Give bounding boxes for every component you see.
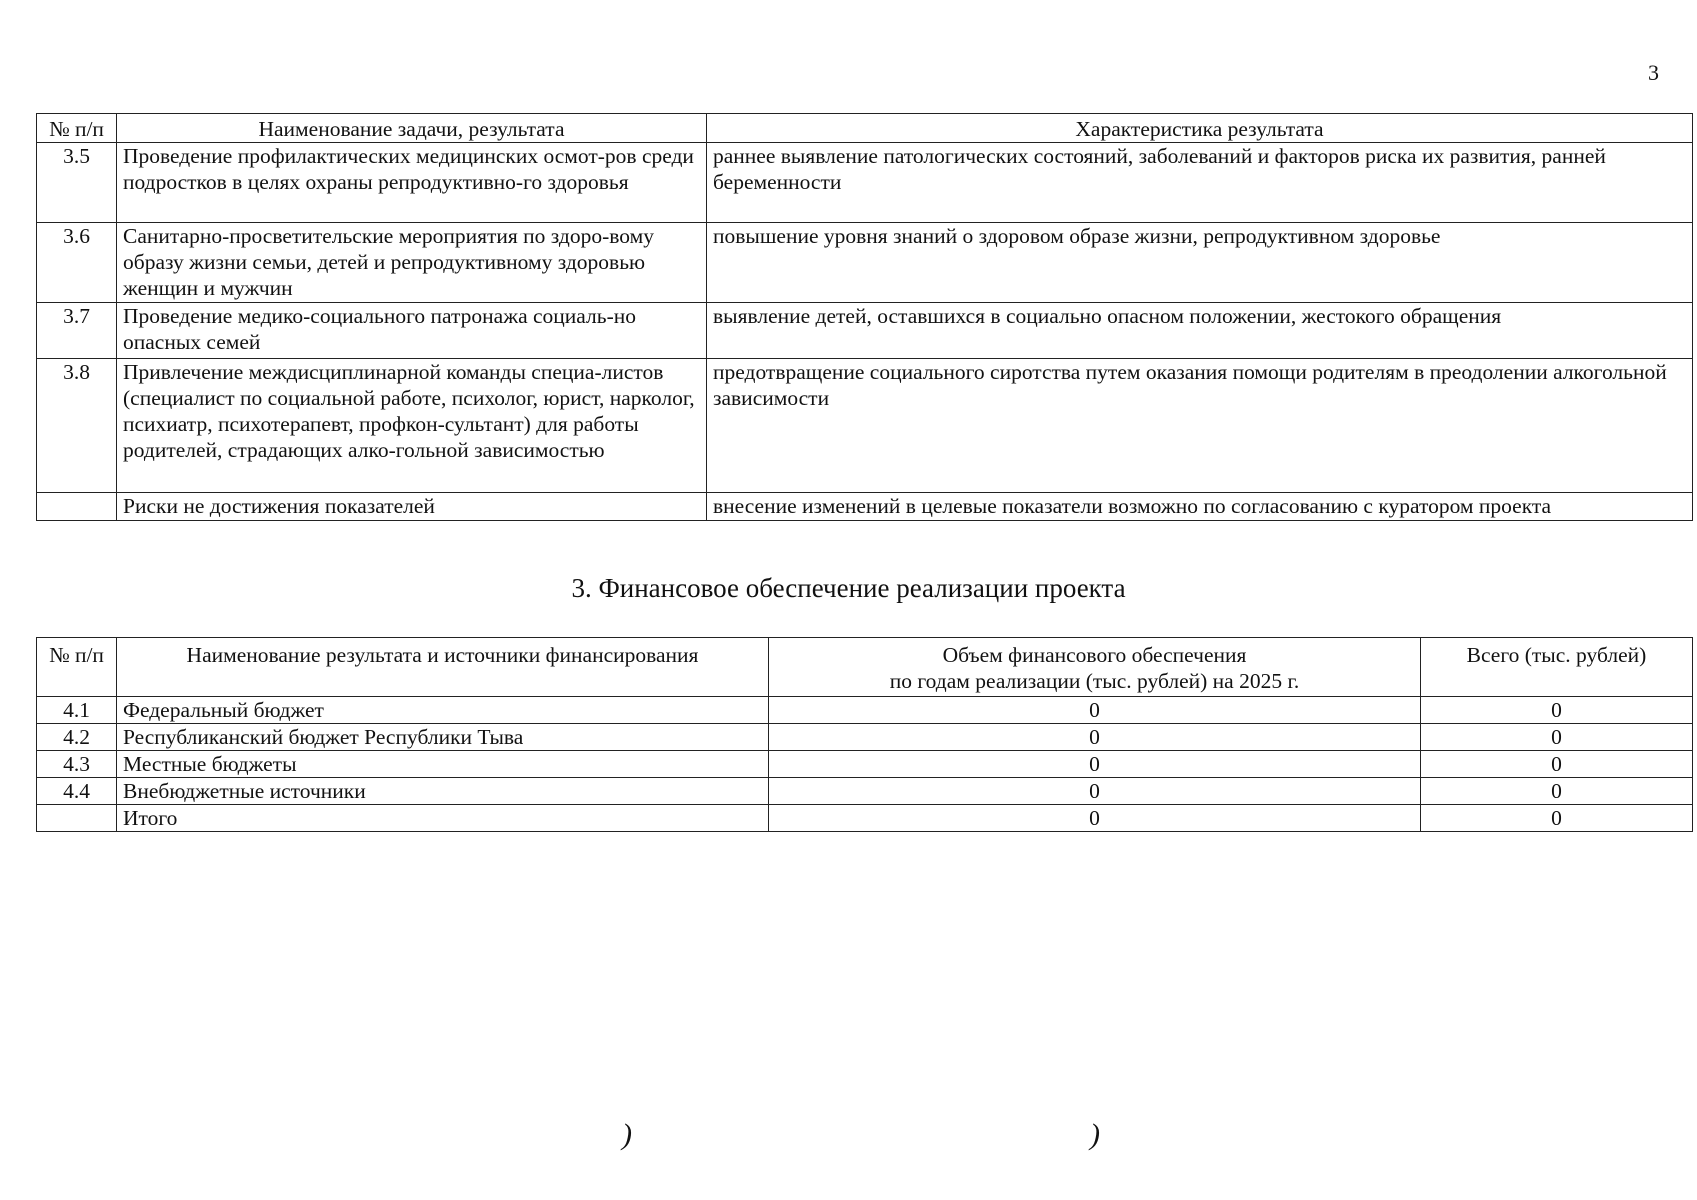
finance-volume: 0 — [769, 751, 1421, 778]
row-task: Санитарно-просветительские мероприятия по здоро-вому образу жизни семьи, детей и репродуктивному здоровью женщин и мужчин — [117, 223, 707, 303]
row-task: Проведение медико-социального патронажа социаль-но опасных семей — [117, 303, 707, 359]
finance-header-volume-line1: Объем финансового обеспечения — [942, 643, 1247, 667]
finance-header-row — [37, 638, 1693, 697]
row-characteristic: повышение уровня знаний о здоровом образе жизни, репродуктивном здоровье — [707, 223, 1693, 303]
finance-volume: 0 — [769, 805, 1421, 832]
finance-name: Местные бюджеты — [117, 751, 769, 778]
table-row — [37, 143, 1693, 223]
row-num: 3.5 — [37, 143, 117, 223]
finance-name: Итого — [117, 805, 769, 832]
finance-num: 4.1 — [37, 697, 117, 724]
finance-volume: 0 — [769, 697, 1421, 724]
table-row — [37, 303, 1693, 359]
finance-total: 0 — [1421, 751, 1693, 778]
scan-mark-right: ) — [1090, 1118, 1100, 1151]
finance-num: 4.3 — [37, 751, 117, 778]
row-num: 3.7 — [37, 303, 117, 359]
section-title: 3. Финансовое обеспечение реализации проекта — [571, 573, 1126, 603]
row-characteristic: внесение изменений в целевые показатели возможно по согласованию с куратором проекта — [707, 493, 1693, 521]
table-row — [37, 359, 1693, 493]
header-characteristic: Характеристика результата — [707, 114, 1693, 143]
row-num: 3.8 — [37, 359, 117, 493]
row-characteristic: предотвращение социального сиротства путем оказания помощи родителям в преодолении алкогольной зависимости — [707, 359, 1693, 493]
table-row — [37, 805, 1693, 832]
finance-total: 0 — [1421, 724, 1693, 751]
table-row — [37, 223, 1693, 303]
header-num: № п/п — [37, 114, 117, 143]
row-characteristic: выявление детей, оставшихся в социально опасном положении, жестокого обращения — [707, 303, 1693, 359]
row-task: Риски не достижения показателей — [117, 493, 707, 521]
finance-header-num: № п/п — [37, 638, 117, 697]
finance-table — [36, 637, 1693, 832]
results-table — [36, 113, 1693, 521]
table-row — [37, 697, 1693, 724]
scan-mark-left: ) — [622, 1118, 632, 1151]
finance-header-total: Всего (тыс. рублей) — [1421, 638, 1693, 697]
finance-header-volume-line2: по годам реализации (тыс. рублей) на 2025 г. — [889, 669, 1300, 693]
header-task: Наименование задачи, результата — [117, 114, 707, 143]
results-header-row — [37, 114, 1693, 143]
finance-volume: 0 — [769, 778, 1421, 805]
row-characteristic: раннее выявление патологических состояний, заболеваний и факторов риска их развития, ранней беременности — [707, 143, 1693, 223]
finance-num: 4.4 — [37, 778, 117, 805]
finance-total: 0 — [1421, 697, 1693, 724]
finance-num — [37, 805, 117, 832]
finance-total: 0 — [1421, 778, 1693, 805]
table-row — [37, 724, 1693, 751]
finance-header-volume — [769, 638, 1421, 697]
finance-name: Федеральный бюджет — [117, 697, 769, 724]
finance-volume: 0 — [769, 724, 1421, 751]
row-task: Привлечение междисциплинарной команды специа-листов (специалист по социальной работе, психолог, юрист, нарколог, психиатр, психотерапевт, профкон-сультант) для работы родителей, страдающих алко-гольной зависимостью — [117, 359, 707, 493]
table-row — [37, 493, 1693, 521]
finance-header-name: Наименование результата и источники финансирования — [117, 638, 769, 697]
finance-name: Внебюджетные источники — [117, 778, 769, 805]
finance-num: 4.2 — [37, 724, 117, 751]
finance-name: Республиканский бюджет Республики Тыва — [117, 724, 769, 751]
table-row — [37, 751, 1693, 778]
row-num — [37, 493, 117, 521]
row-task: Проведение профилактических медицинских осмот-ров среди подростков в целях охраны репродуктивно-го здоровья — [117, 143, 707, 223]
row-num: 3.6 — [37, 223, 117, 303]
finance-total: 0 — [1421, 805, 1693, 832]
table-row — [37, 778, 1693, 805]
page-number: 3 — [1648, 60, 1659, 85]
